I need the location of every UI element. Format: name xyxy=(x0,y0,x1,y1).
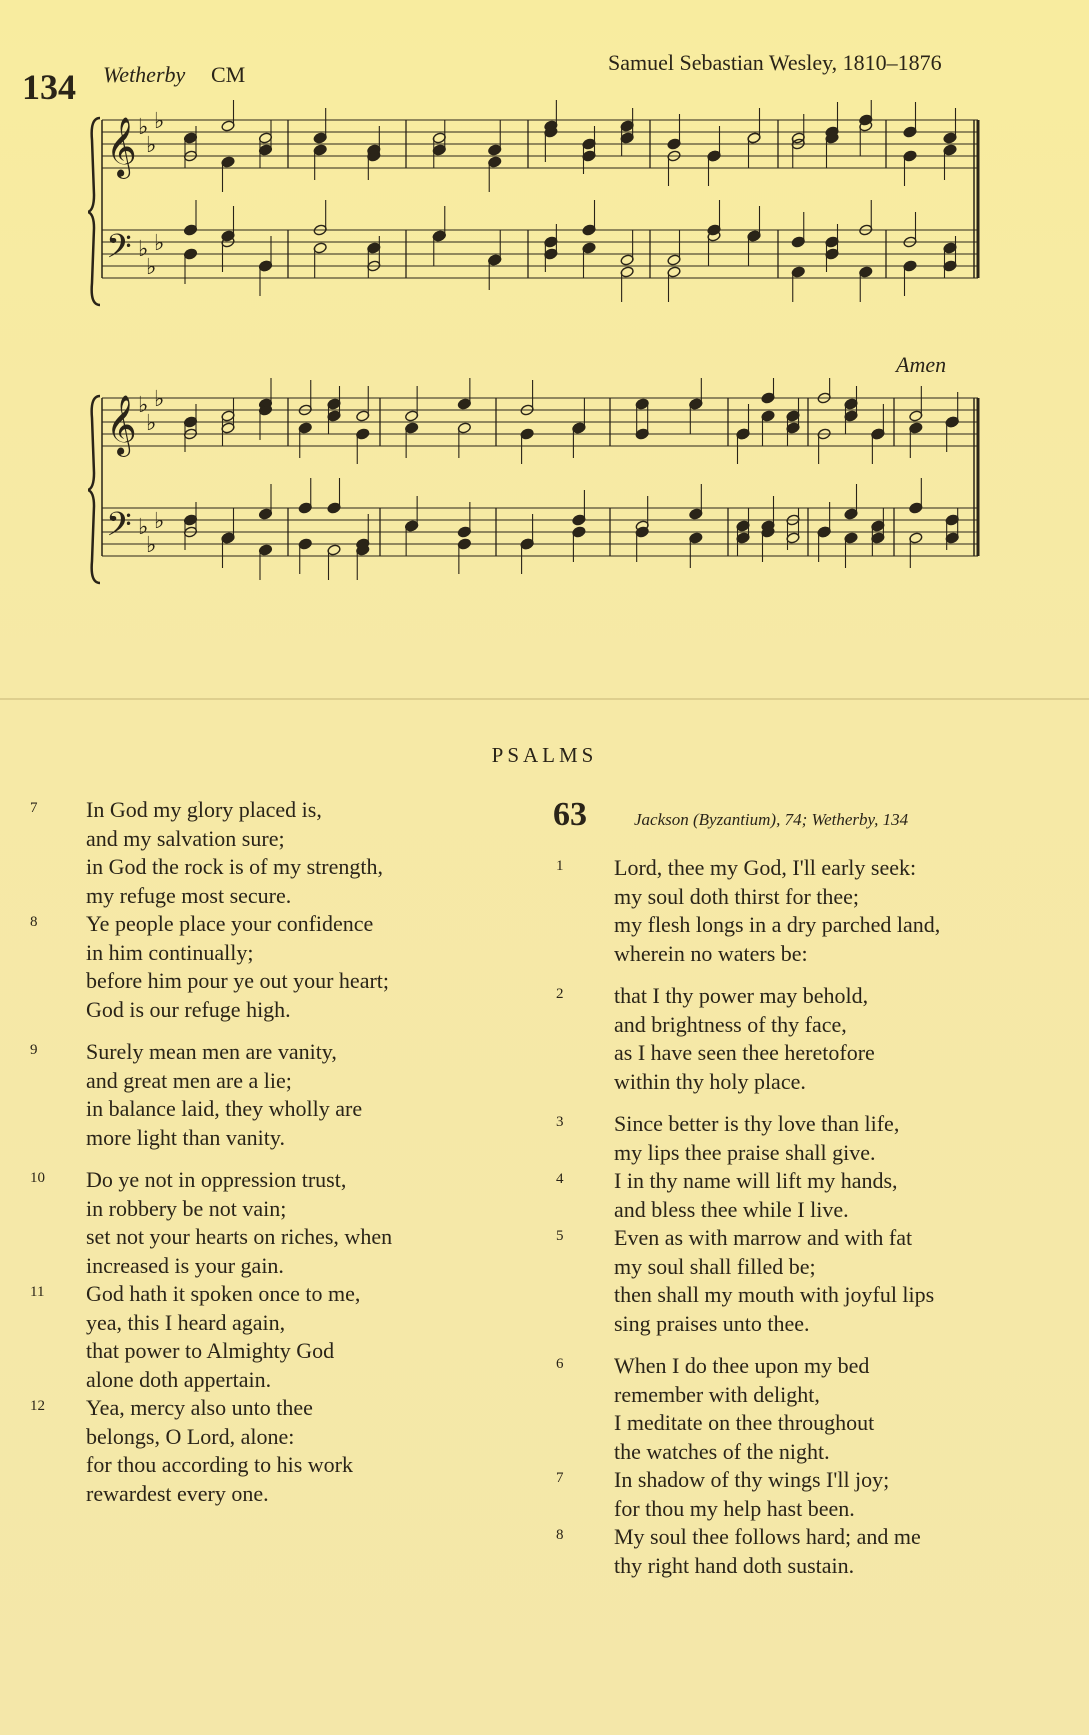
flat-sign: ♭ xyxy=(146,411,157,436)
verse-number: 11 xyxy=(30,1284,45,1300)
verse xyxy=(556,1224,1076,1338)
verse-line: alone doth appertain. xyxy=(86,1366,272,1392)
flat-sign: ♭ xyxy=(138,515,149,540)
verse-line: I meditate on thee throughout xyxy=(614,1410,875,1435)
amen-label: Amen xyxy=(896,352,947,377)
verse-line: In shadow of thy wings I'll joy; xyxy=(614,1467,890,1492)
verse-line: increased is your gain. xyxy=(86,1252,284,1278)
verse xyxy=(556,1523,1076,1580)
flat-sign: ♭ xyxy=(138,115,149,140)
verse xyxy=(556,1110,1076,1167)
verse-lines xyxy=(86,1038,500,1152)
verse-line: and bless thee while I live. xyxy=(614,1196,849,1222)
verse-number: 9 xyxy=(30,1042,38,1058)
verse xyxy=(30,1394,500,1508)
verse-line: and great men are a lie; xyxy=(86,1067,292,1093)
verse-number: 7 xyxy=(30,800,38,816)
verse-line: set not your hearts on riches, when xyxy=(86,1224,393,1249)
flat-sign: ♭ xyxy=(154,231,165,256)
verse-number: 5 xyxy=(556,1228,564,1244)
verse xyxy=(30,1166,500,1280)
right-verse-column xyxy=(556,854,1076,1594)
verse-lines xyxy=(86,1280,500,1394)
verse-lines xyxy=(614,1167,1076,1224)
verse-line: my lips thee praise shall give. xyxy=(614,1139,876,1165)
verse-line: my flesh longs in a dry parched land, xyxy=(614,912,941,937)
verse xyxy=(556,854,1076,968)
music-score-system-2 xyxy=(88,378,988,598)
verse-line: sing praises unto thee. xyxy=(614,1310,810,1336)
tune-name: Wetherby xyxy=(103,62,186,87)
verse-line: wherein no waters be: xyxy=(614,940,808,966)
verse-number: 8 xyxy=(30,914,38,930)
verse-lines xyxy=(86,910,500,1024)
verse xyxy=(556,1167,1076,1224)
flat-sign: ♭ xyxy=(146,533,157,558)
verse xyxy=(556,982,1076,1096)
flat-sign: ♭ xyxy=(146,255,157,280)
verse-line: Yea, mercy also unto thee xyxy=(86,1395,313,1420)
hymn-number: 134 xyxy=(22,67,76,107)
verse-number: 2 xyxy=(556,986,564,1002)
verse-line: in God the rock is of my strength, xyxy=(86,854,383,879)
verse-lines xyxy=(86,1394,500,1508)
flat-sign: ♭ xyxy=(154,109,165,134)
verse-line: my soul doth thirst for thee; xyxy=(614,883,860,909)
music-score-system-1 xyxy=(88,100,988,320)
verse-line: that I thy power may behold, xyxy=(614,983,869,1008)
verse-line: and my salvation sure; xyxy=(86,825,285,851)
left-verse-column xyxy=(30,796,500,1522)
verse-line: that power to Almighty God xyxy=(86,1338,335,1363)
verse-line: I in thy name will lift my hands, xyxy=(614,1168,898,1193)
verse-lines xyxy=(614,982,1076,1096)
verse-line: Lord, thee my God, I'll early seek: xyxy=(614,855,917,880)
flat-sign: ♭ xyxy=(154,509,165,534)
verse-line: God hath it spoken once to me, xyxy=(86,1281,361,1306)
verse-line: Even as with marrow and with fat xyxy=(614,1225,913,1250)
verse-lines xyxy=(86,1166,500,1280)
verse-number: 4 xyxy=(556,1171,564,1187)
verse-line: then shall my mouth with joyful lips xyxy=(614,1282,935,1307)
verse-lines xyxy=(614,1224,1076,1338)
verse-line: in robbery be not vain; xyxy=(86,1195,287,1221)
page-fold-line xyxy=(0,698,1089,700)
verse xyxy=(30,1038,500,1152)
verse-line: thy right hand doth sustain. xyxy=(614,1552,855,1578)
verse-line: God is our refuge high. xyxy=(86,996,291,1022)
verse xyxy=(556,1466,1076,1523)
verse-line: In God my glory placed is, xyxy=(86,797,322,822)
meter: CM xyxy=(211,62,246,87)
verse-line: Do ye not in oppression trust, xyxy=(86,1167,347,1192)
verse-lines xyxy=(86,796,500,910)
verse-line: more light than vanity. xyxy=(86,1124,285,1150)
verse-line: Ye people place your confidence xyxy=(86,911,374,936)
verse xyxy=(556,1352,1076,1466)
verse xyxy=(30,910,500,1024)
verse-line: my soul shall filled be; xyxy=(614,1253,816,1279)
verse xyxy=(30,1280,500,1394)
verse-lines xyxy=(614,1110,1076,1167)
verse-line: for thou my help hast been. xyxy=(614,1495,855,1521)
verse-line: My soul thee follows hard; and me xyxy=(614,1524,921,1549)
psalm-number: 63 xyxy=(553,796,587,833)
verse-line: and brightness of thy face, xyxy=(614,1011,847,1037)
verse-number: 12 xyxy=(30,1398,45,1414)
treble-clef: 𝄞 xyxy=(106,117,137,177)
section-title: PSALMS xyxy=(491,743,598,767)
verse-line: within thy holy place. xyxy=(614,1068,806,1094)
verse-line: my refuge most secure. xyxy=(86,882,292,908)
verse-line: as I have seen thee heretofore xyxy=(614,1040,875,1065)
composer: Samuel Sebastian Wesley, 1810–1876 xyxy=(608,50,942,75)
verse-line: for thou according to his work xyxy=(86,1452,353,1477)
verse-line: remember with delight, xyxy=(614,1381,820,1407)
verse-number: 3 xyxy=(556,1114,564,1130)
verse-line: Since better is thy love than life, xyxy=(614,1111,900,1136)
verse-line: rewardest every one. xyxy=(86,1480,269,1506)
verse-lines xyxy=(614,1352,1076,1466)
verse xyxy=(30,796,500,910)
verse-number: 1 xyxy=(556,858,564,874)
flat-sign: ♭ xyxy=(154,387,165,412)
system-brace xyxy=(88,118,100,305)
verse-line: in balance laid, they wholly are xyxy=(86,1096,363,1121)
verse-lines xyxy=(614,1523,1076,1580)
flat-sign: ♭ xyxy=(138,237,149,262)
verse-line: Surely mean men are vanity, xyxy=(86,1039,337,1064)
verse-number: 10 xyxy=(30,1170,45,1186)
flat-sign: ♭ xyxy=(138,393,149,418)
treble-clef: 𝄞 xyxy=(106,395,137,455)
bass-clef: 𝄢 xyxy=(106,228,132,274)
verse-number: 7 xyxy=(556,1470,564,1486)
verse-line: in him continually; xyxy=(86,939,254,965)
verse-line: the watches of the night. xyxy=(614,1438,830,1464)
flat-sign: ♭ xyxy=(146,133,157,158)
verse-number: 6 xyxy=(556,1356,564,1372)
system-brace xyxy=(88,396,100,583)
verse-line: yea, this I heard again, xyxy=(86,1309,286,1335)
verse-line: When I do thee upon my bed xyxy=(614,1353,870,1378)
bass-clef: 𝄢 xyxy=(106,506,132,552)
verse-number: 8 xyxy=(556,1527,564,1543)
verse-lines xyxy=(614,1466,1076,1523)
verse-line: belongs, O Lord, alone: xyxy=(86,1423,295,1449)
verse-lines xyxy=(614,854,1076,968)
psalm-tune-references: Jackson (Byzantium), 74; Wetherby, 134 xyxy=(634,810,909,829)
verse-line: before him pour ye out your heart; xyxy=(86,968,390,993)
